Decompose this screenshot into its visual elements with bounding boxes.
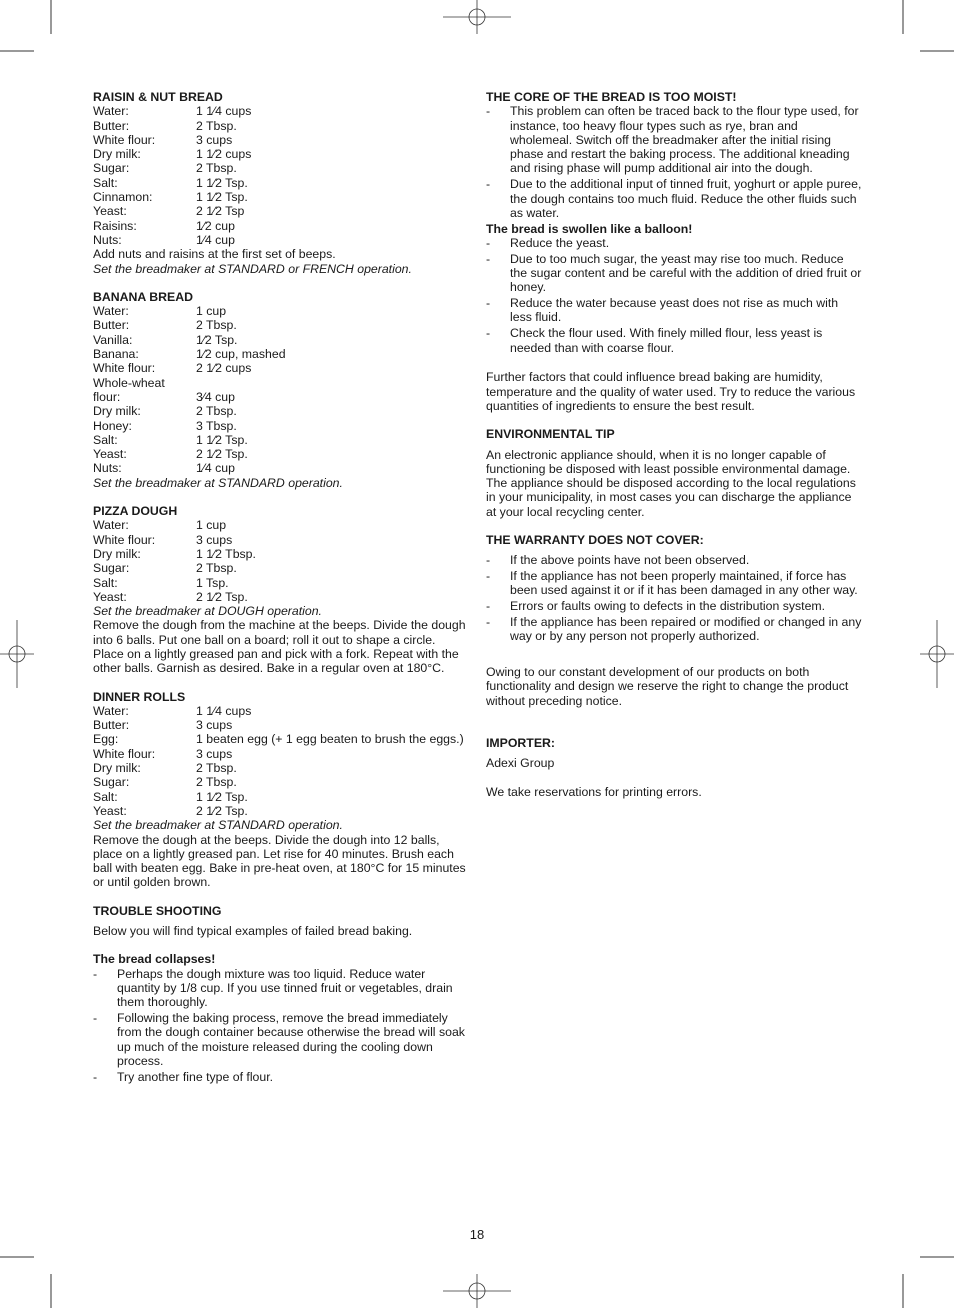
list-item (486, 553, 862, 567)
ingredient-amount: 1 1⁄2 Tsp. (196, 175, 248, 190)
environmental-tip-section (486, 427, 862, 519)
ingredient-amount: 2 Tbsp. (196, 775, 237, 790)
left-column (93, 90, 466, 1086)
ingredient-amount: 2 Tbsp. (196, 761, 237, 776)
ingredient-name: Dry milk: (93, 761, 141, 776)
ingredient-row (93, 775, 466, 789)
ingredient-name: Yeast: (93, 204, 127, 219)
recipe-raisin-nut-bread (93, 90, 466, 276)
list-item-text: If the appliance has not been properly maintained, if force has been used against it or if it has been damaged in any other way. (510, 569, 858, 598)
ingredient-amount: 2 Tbsp. (196, 318, 237, 333)
ingredient-list (93, 104, 466, 247)
ingredient-row (93, 718, 466, 732)
balloon-section (486, 222, 862, 355)
ingredient-name: Sugar: (93, 161, 130, 176)
ingredient-row (93, 447, 466, 461)
recipe-title: DINNER ROLLS (93, 689, 186, 704)
importer-name: Adexi Group (486, 756, 555, 771)
sub-heading: The bread is swollen like a balloon! (486, 221, 693, 236)
list-item-text: This problem can often be traced back to the flour type used, for instance, too heavy flour types such as rye, bran and wholemeal. Switch off the breadmaker after the initial rising phase and restart the baking process. The additional kneading and rising phase will pump additional air into the dough. (510, 104, 859, 176)
ingredient-name: Water: (93, 304, 129, 319)
ingredient-amount: 1 cup (196, 518, 227, 533)
recipe-note: Add nuts and raisins at the first set of beeps. (93, 247, 336, 262)
ingredient-amount: 3 cups (196, 746, 233, 761)
ingredient-row (93, 361, 466, 375)
section-heading: THE WARRANTY DOES NOT COVER: (486, 533, 704, 548)
ingredient-amount: 1 1⁄2 Tsp. (196, 432, 248, 447)
list-item (93, 1011, 466, 1068)
ingredient-row (93, 190, 466, 204)
ingredient-amount: 2 1⁄2 Tsp. (196, 447, 248, 462)
recipe-setting: Set the breadmaker at STANDARD or FRENCH operation. (93, 261, 412, 276)
ingredient-name: Vanilla: (93, 332, 133, 347)
ingredient-amount (196, 376, 466, 390)
list-item (93, 1070, 466, 1084)
ingredient-list (93, 704, 466, 818)
ingredient-amount: 1 1⁄2 Tbsp. (196, 546, 256, 561)
ingredient-name: Water: (93, 104, 129, 119)
ingredient-name: Yeast: (93, 447, 127, 462)
section-heading: IMPORTER: (486, 735, 555, 750)
bullet-dash: - (486, 615, 491, 629)
list-item-text: Errors or faults owing to defects in the distribution system. (510, 599, 826, 614)
recipe-dinner-rolls (93, 690, 466, 890)
ingredient-name: Salt: (93, 432, 118, 447)
bullet-list (486, 236, 862, 355)
ingredient-name: Yeast: (93, 803, 127, 818)
page-number: 18 (469, 1227, 485, 1242)
warranty-section (486, 533, 862, 644)
registration-mark-bottom (443, 1274, 511, 1308)
ingredient-amount: 2 1⁄2 Tsp. (196, 589, 248, 604)
ingredient-amount: 3 cups (196, 532, 233, 547)
bullet-dash: - (486, 104, 491, 119)
ingredient-row (93, 747, 466, 761)
list-item (486, 599, 862, 613)
ingredient-amount: 2 Tbsp. (196, 404, 237, 419)
ingredient-name: Nuts: (93, 461, 122, 476)
ingredient-row (93, 104, 466, 118)
ingredient-name: Honey: (93, 418, 132, 433)
ingredient-row (93, 561, 466, 575)
ingredient-name: Whole-wheat (93, 375, 165, 390)
right-column (486, 90, 862, 799)
list-item-text: Reduce the yeast. (510, 235, 610, 250)
list-item (486, 252, 862, 295)
bullet-dash: - (486, 251, 491, 266)
ingredient-row (93, 318, 466, 332)
ingredient-name: flour: (93, 389, 121, 404)
ingredient-name: White flour: (93, 532, 156, 547)
ingredient-list (93, 304, 466, 476)
ingredient-name: Salt: (93, 575, 118, 590)
ingredient-name: Butter: (93, 718, 130, 733)
ingredient-amount: 2 1⁄2 Tsp (196, 204, 245, 219)
ingredient-row (93, 119, 466, 133)
ingredient-row (93, 590, 466, 604)
ingredient-list (93, 518, 466, 604)
bullet-dash: - (486, 296, 491, 311)
ingredient-amount: 3 cups (196, 132, 233, 147)
ingredient-amount: 2 Tbsp. (196, 118, 237, 133)
recipe-setting: Set the breadmaker at STANDARD operation. (93, 818, 343, 833)
ingredient-name: Dry milk: (93, 546, 141, 561)
list-item (486, 104, 862, 175)
ingredient-row (93, 176, 466, 190)
bullet-dash: - (486, 553, 491, 568)
development-notice: Owing to our constant development of our products on both functionality and design we reserve the right to change the product without preceding notice. (486, 665, 849, 708)
ingredient-row (93, 576, 466, 590)
recipe-title: PIZZA DOUGH (93, 504, 178, 519)
bullet-dash: - (486, 569, 491, 584)
ingredient-amount: 1⁄2 Tsp. (196, 332, 238, 347)
list-item (486, 569, 862, 598)
ingredient-amount: 3 Tbsp. (196, 418, 237, 433)
sub-heading: The bread collapses! (93, 952, 216, 967)
ingredient-amount: 1 1⁄2 Tsp. (196, 789, 248, 804)
recipe-setting: Set the breadmaker at DOUGH operation. (93, 604, 322, 619)
ingredient-row (93, 404, 466, 418)
list-item (486, 326, 862, 355)
ingredient-amount: 3⁄4 cup (196, 389, 235, 404)
too-moist-section (486, 90, 862, 220)
section-heading: ENVIRONMENTAL TIP (486, 427, 615, 442)
list-item (486, 236, 862, 250)
ingredient-amount: 1⁄4 cup (196, 461, 235, 476)
bullet-dash: - (486, 177, 491, 192)
ingredient-row (93, 161, 466, 175)
ingredient-name: Butter: (93, 318, 130, 333)
ingredient-amount: 2 1⁄2 Tsp. (196, 803, 248, 818)
registration-mark-top (443, 0, 511, 34)
ingredient-row (93, 704, 466, 718)
bullet-dash: - (486, 599, 491, 614)
ingredient-row (93, 518, 466, 532)
list-item-text: Check the flour used. With finely milled flour, less yeast is needed than with coarse flour. (510, 326, 823, 355)
ingredient-row (93, 732, 466, 746)
importer-section (486, 736, 862, 771)
ingredient-row (93, 147, 466, 161)
ingredient-row (93, 133, 466, 147)
list-item-text: If the above points have not been observed. (510, 553, 750, 568)
ingredient-name: Salt: (93, 175, 118, 190)
ingredient-name: Egg: (93, 732, 119, 747)
ingredient-name: Sugar: (93, 775, 130, 790)
ingredient-name: Salt: (93, 789, 118, 804)
list-item (486, 177, 862, 220)
recipe-banana-bread (93, 290, 466, 490)
registration-mark-right (920, 620, 954, 688)
ingredient-row (93, 547, 466, 561)
list-item (93, 967, 466, 1010)
list-item-text: Following the baking process, remove the bread immediately from the dough container because otherwise the bread will soak up much of the moisture released during the cooling down process. (117, 1011, 465, 1068)
bullet-dash: - (93, 966, 98, 981)
ingredient-row (93, 376, 466, 390)
ingredient-row (93, 204, 466, 218)
ingredient-name: White flour: (93, 746, 156, 761)
ingredient-amount: 2 1⁄2 cups (196, 361, 252, 376)
list-item-text: Try another fine type of flour. (117, 1069, 274, 1084)
bullet-list (93, 967, 466, 1084)
ingredient-amount: 1⁄4 cup (196, 232, 235, 247)
ingredient-row (93, 433, 466, 447)
ingredient-amount: 2 Tbsp. (196, 161, 237, 176)
ingredient-name: Water: (93, 703, 129, 718)
bullet-dash: - (486, 235, 491, 250)
ingredient-row (93, 419, 466, 433)
bullet-dash: - (93, 1069, 98, 1084)
bullet-dash: - (486, 326, 491, 341)
ingredient-name: Cinnamon: (93, 190, 153, 205)
ingredient-amount: 1 1⁄2 cups (196, 147, 252, 162)
ingredient-amount: 1 beaten egg (+ 1 egg beaten to brush the eggs.) (196, 732, 464, 747)
bullet-list (486, 553, 862, 643)
recipe-setting: Set the breadmaker at STANDARD operation. (93, 475, 343, 490)
recipe-instructions: Remove the dough from the machine at the beeps. Divide the dough into 6 balls. Put one ball on a board; roll it out to shape a circle. Place on a lightly greased pan and pick with a fork. Repeat with the other balls. Garnish as desired. Bake in a regular oven at 180°C. (93, 618, 466, 676)
list-item (486, 615, 862, 644)
ingredient-name: Raisins: (93, 218, 137, 233)
ingredient-name: Nuts: (93, 232, 122, 247)
ingredient-name: Dry milk: (93, 147, 141, 162)
ingredient-row (93, 347, 466, 361)
recipe-title: RAISIN & NUT BREAD (93, 90, 223, 104)
ingredient-row (93, 461, 466, 475)
ingredient-row (93, 790, 466, 804)
list-item (486, 296, 862, 325)
ingredient-name: Yeast: (93, 589, 127, 604)
ingredient-name: Butter: (93, 118, 130, 133)
ingredient-amount: 1⁄2 cup (196, 218, 235, 233)
ingredient-name: Sugar: (93, 561, 130, 576)
ingredient-amount: 2 Tbsp. (196, 561, 237, 576)
list-item-text: If the appliance has been repaired or modified or changed in any way or by any person not properly authorized. (510, 615, 862, 644)
trouble-shooting-section (93, 904, 466, 1084)
recipe-pizza-dough (93, 504, 466, 676)
bullet-list (486, 104, 862, 220)
ingredient-row (93, 233, 466, 247)
list-item-text: Due to too much sugar, the yeast may rise too much. Reduce the sugar content and be careful with the addition of dried fruit or honey. (510, 251, 862, 295)
section-heading: THE CORE OF THE BREAD IS TOO MOIST! (486, 90, 737, 104)
list-item-text: Due to the additional input of tinned fruit, yoghurt or apple puree, the dough contains too much fluid. Reduce the other fluids such as water. (510, 177, 862, 220)
list-item-text: Reduce the water because yeast does not rise as much with less fluid. (510, 296, 839, 325)
ingredient-name: White flour: (93, 361, 156, 376)
section-intro: Below you will find typical examples of failed bread baking. (93, 924, 413, 939)
ingredient-name: Water: (93, 518, 129, 533)
registration-mark-left (0, 620, 34, 688)
bullet-dash: - (93, 1011, 98, 1026)
recipe-instructions: Remove the dough at the beeps. Divide the dough into 12 balls, place on a lightly greased pan. Let rise for 40 minutes. Brush each ball with beaten egg. Bake in pre-heat oven, at 180°C for 15 minutes or until golden brown. (93, 832, 466, 890)
ingredient-amount: 1 cup (196, 304, 227, 319)
section-text: An electronic appliance should, when it is no longer capable of functioning be disposed with least possible environmental damage. The appliance should be disposed according to the local regulations in your municipality, in most cases you can discharge the appliance at your local recycling center. (486, 447, 856, 519)
printing-errors-note: We take reservations for printing errors. (486, 784, 702, 799)
ingredient-row (93, 390, 466, 404)
section-heading: TROUBLE SHOOTING (93, 903, 222, 918)
ingredient-amount: 1 1⁄2 Tsp. (196, 190, 248, 205)
ingredient-name: White flour: (93, 132, 156, 147)
ingredient-row (93, 304, 466, 318)
ingredient-amount: 1⁄2 cup, mashed (196, 347, 286, 362)
ingredient-amount: 1 1⁄4 cups (196, 703, 252, 718)
recipe-title: BANANA BREAD (93, 289, 193, 304)
ingredient-row (93, 804, 466, 818)
list-item-text: Perhaps the dough mixture was too liquid. Reduce water quantity by 1/8 cup. If you use tinned fruit or vegetables, drain them thoroughly. (117, 966, 453, 1010)
ingredient-row (93, 761, 466, 775)
ingredient-amount: 1 1⁄4 cups (196, 104, 252, 119)
ingredient-row (93, 333, 466, 347)
ingredient-row (93, 533, 466, 547)
ingredient-row (93, 219, 466, 233)
ingredient-amount: 1 Tsp. (196, 575, 229, 590)
ingredient-amount: 3 cups (196, 718, 233, 733)
ingredient-name: Dry milk: (93, 404, 141, 419)
ingredient-name: Banana: (93, 347, 139, 362)
further-factors-paragraph: Further factors that could influence bread baking are humidity, temperature and the quality of water used. Try to reduce the various quantities of ingredients to ensure the best result. (486, 370, 856, 413)
